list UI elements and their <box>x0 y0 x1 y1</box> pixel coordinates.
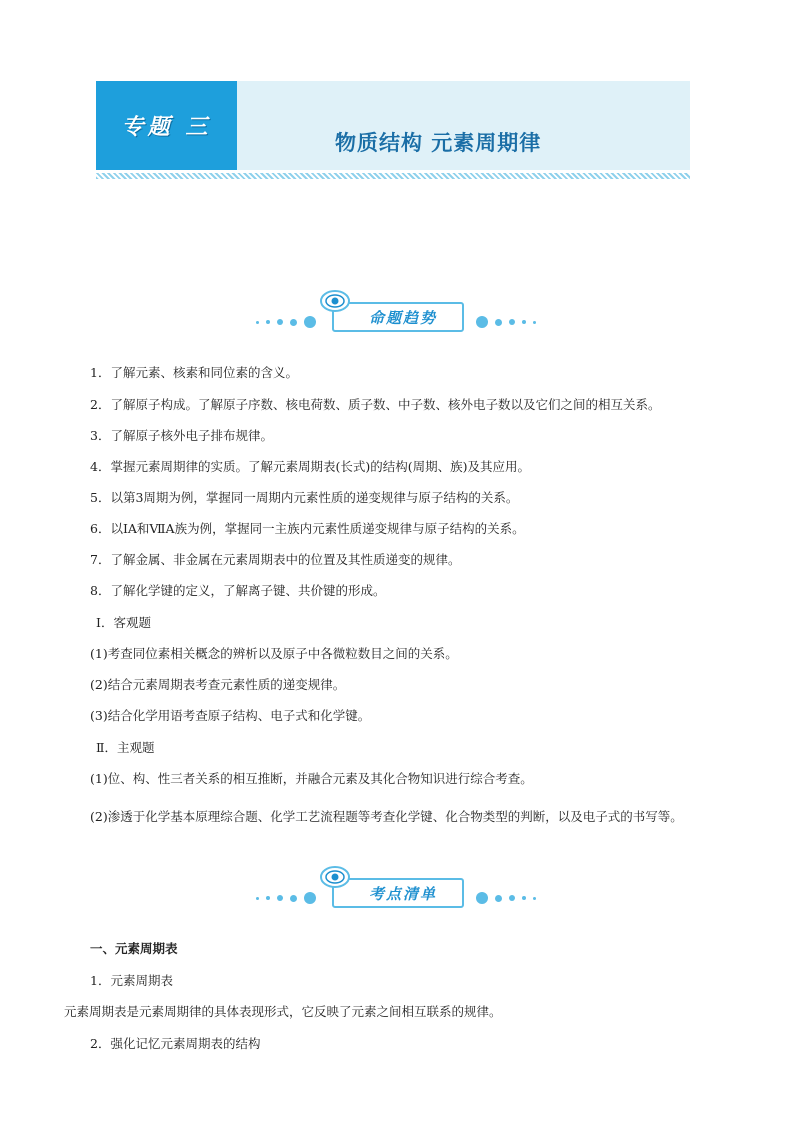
paragraph: 元素周期表是元素周期律的具体表现形式，它反映了元素之间相互联系的规律。 <box>64 1004 502 1019</box>
topic-label: 专题 三 <box>121 114 212 140</box>
section-badge-points <box>332 878 464 908</box>
section-title-points: 考点清单 <box>368 884 437 903</box>
objective-item: (2)结合元素周期表考查元素性质的递变规律。 <box>90 677 346 692</box>
trend-item: 4．掌握元素周期律的实质。了解元素周期表(长式)的结构(周期、族)及其应用。 <box>90 459 530 474</box>
subjective-item: (1)位、构、性三者关系的相互推断，并融合元素及其化合物知识进行综合考查。 <box>90 771 533 786</box>
subheading: 1．元素周期表 <box>90 973 173 988</box>
banner-divider <box>96 173 690 179</box>
header-banner <box>96 81 690 170</box>
section-head-points <box>256 866 536 906</box>
trend-item: 5．以第3周期为例，掌握同一周期内元素性质的递变规律与原子结构的关系。 <box>90 490 519 505</box>
dots-left <box>256 316 316 328</box>
subjective-heading: Ⅱ．主观题 <box>96 740 155 755</box>
topic-label-box <box>96 81 237 170</box>
dots-right <box>476 892 536 904</box>
trend-item: 1．了解元素、核素和同位素的含义。 <box>90 365 298 380</box>
section-head-trend <box>256 290 536 330</box>
dots-right <box>476 316 536 328</box>
eye-icon <box>320 290 350 312</box>
trend-item: 2．了解原子构成。了解原子序数、核电荷数、质子数、中子数、核外电子数以及它们之间的相互关系。 <box>90 397 661 412</box>
objective-item: (3)结合化学用语考查原子结构、电子式和化学键。 <box>90 708 371 723</box>
section-badge-trend <box>332 302 464 332</box>
dots-left <box>256 892 316 904</box>
page-title: 物质结构 元素周期律 <box>335 130 542 155</box>
trend-item: 7．了解金属、非金属在元素周期表中的位置及其性质递变的规律。 <box>90 552 461 567</box>
subjective-item: (2)渗透于化学基本原理综合题、化学工艺流程题等考查化学键、化合物类型的判断，以及电子式的书写等。 <box>90 809 683 824</box>
heading-periodic-table: 一、元素周期表 <box>90 941 178 956</box>
subheading: 2．强化记忆元素周期表的结构 <box>90 1036 261 1051</box>
trend-item: 8．了解化学键的定义，了解离子键、共价键的形成。 <box>90 583 386 598</box>
trend-item: 6．以ⅠA和ⅦA族为例，掌握同一主族内元素性质递变规律与原子结构的关系。 <box>90 521 525 536</box>
objective-heading: Ⅰ．客观题 <box>96 615 151 630</box>
eye-icon <box>320 866 350 888</box>
trend-item: 3．了解原子核外电子排布规律。 <box>90 428 273 443</box>
section-title-trend: 命题趋势 <box>368 308 437 327</box>
objective-item: (1)考查同位素相关概念的辨析以及原子中各微粒数目之间的关系。 <box>90 646 458 661</box>
